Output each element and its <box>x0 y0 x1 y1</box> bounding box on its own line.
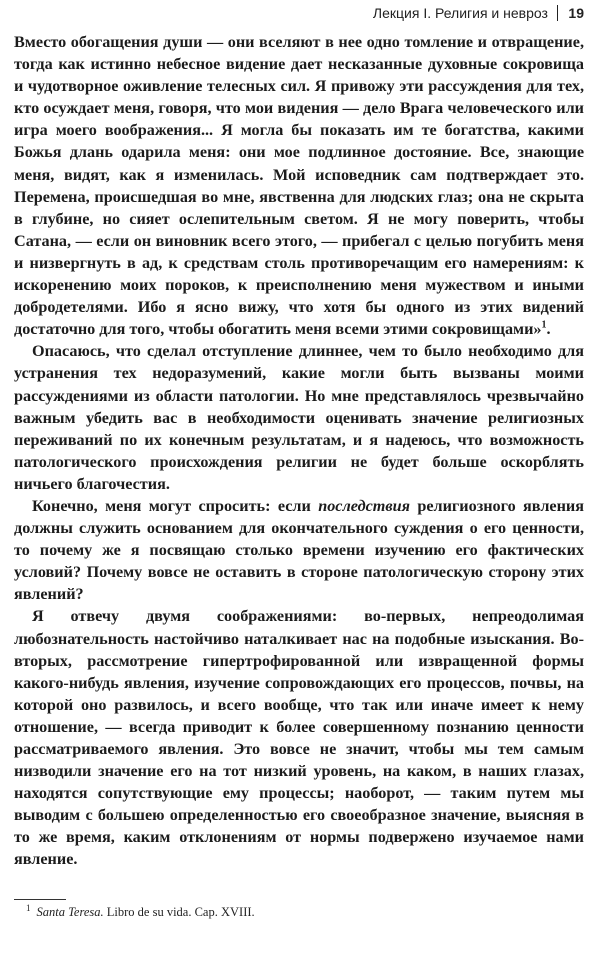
paragraph <box>14 31 584 340</box>
paragraph-text: Опасаюсь, что сделал отступление длиннее, чем то было необходимо для устранения тех недоразумений, какие могли быть вызваны моими рассуждениями из области патологии. Но мне представлялось чрезвычайно важным убедить вас в необходимости оценивать значение религиозных переживаний по их конечным результатам, и я надеюсь, что возможность патологического происхождения религии не будет больше оскорблять ничьего благочестия. <box>14 342 584 493</box>
paragraph-text: . <box>546 320 551 339</box>
paragraph-text: религиозного явления должны служить основанием для окончательного суждения о его ценности, то почему же я посвящаю столько времени изучению его фактических условий? Почему вовсе не оставить в стороне патологическую сторону этих явлений? <box>14 496 584 604</box>
emphasized-text: последствия <box>318 496 410 515</box>
footnote-text: Libro de su vida. Cap. XVIII. <box>103 905 255 919</box>
footnote-rule <box>14 899 66 900</box>
footnote-reference: 1 <box>541 319 547 331</box>
paragraph-text: Конечно, меня могут спросить: если <box>32 496 319 515</box>
page-number: 19 <box>568 5 584 21</box>
paragraph-text: Вместо обогащения души — они вселяют в нее одно томление и отвращение, тогда как истинно небесное видение дает несказанные духовные сокровища и чудотворное оживление телесных сил. Я привожу эти рассуждения для тех, кто осуждает меня, говоря, что мои видения — дело Врага человеческого или игра моего воображения... Я могла бы показать им те богатства, какими Божья длань одарила меня: они мое подлинное достояние. Все, знающие меня, видят, как я изменилась. Мой исповедник сам подтверждает это. Перемена, происшедшая во мне, явственна для людских глаз; она не скрыта в глубине, но сияет ослепительным светом. Я не могу поверить, чтобы Сатана, — если он виновник всего этого, — прибегал с целью погубить меня и низвергнуть в ад, к средствам столь противоречащим его намерениям: к искоренению моих пороков, к преисполнению меня мужеством и иными добродетелями. Ибо я ясно вижу, что хотя бы одного из этих видений достаточно для того, чтобы обогатить меня всеми этими сокровищами» <box>14 33 584 339</box>
footnote-mark: 1 <box>26 902 31 913</box>
running-title: Лекция I. Религия и невроз <box>372 5 548 21</box>
paragraph <box>14 340 584 495</box>
paragraph <box>14 495 584 605</box>
header-separator <box>557 5 559 21</box>
footnote-author: Santa Teresa. <box>36 905 104 919</box>
footnote <box>26 902 255 920</box>
paragraph-text: Я отвечу двумя соображениями: во-первых, непреодолимая любознательность настойчиво наталкивает нас на подобные изыскания. Во-вторых, рассмотрение гипертрофированной или извращенной формы какого-нибудь явления, изучение сопровождающих его процессов, почвы, на которой оно развилось, и всего вообще, что так или иначе имеет к нему отношение, — всегда приводит к более совершенному познанию ценности рассматриваемого явления. Это вовсе не значит, чтобы мы тем самым низводили значение его на тот низкий уровень, на каком, в наших глазах, находятся сопутствующие ему процессы; наоборот, — таким путем мы выводим с большею определенностью его своеобразное значение, выясняя в то же время, каким отклонениям от нормы подвержено изучаемое нами явление. <box>14 607 584 869</box>
running-header <box>373 2 584 24</box>
main-text <box>14 31 584 871</box>
paragraph <box>14 605 584 870</box>
